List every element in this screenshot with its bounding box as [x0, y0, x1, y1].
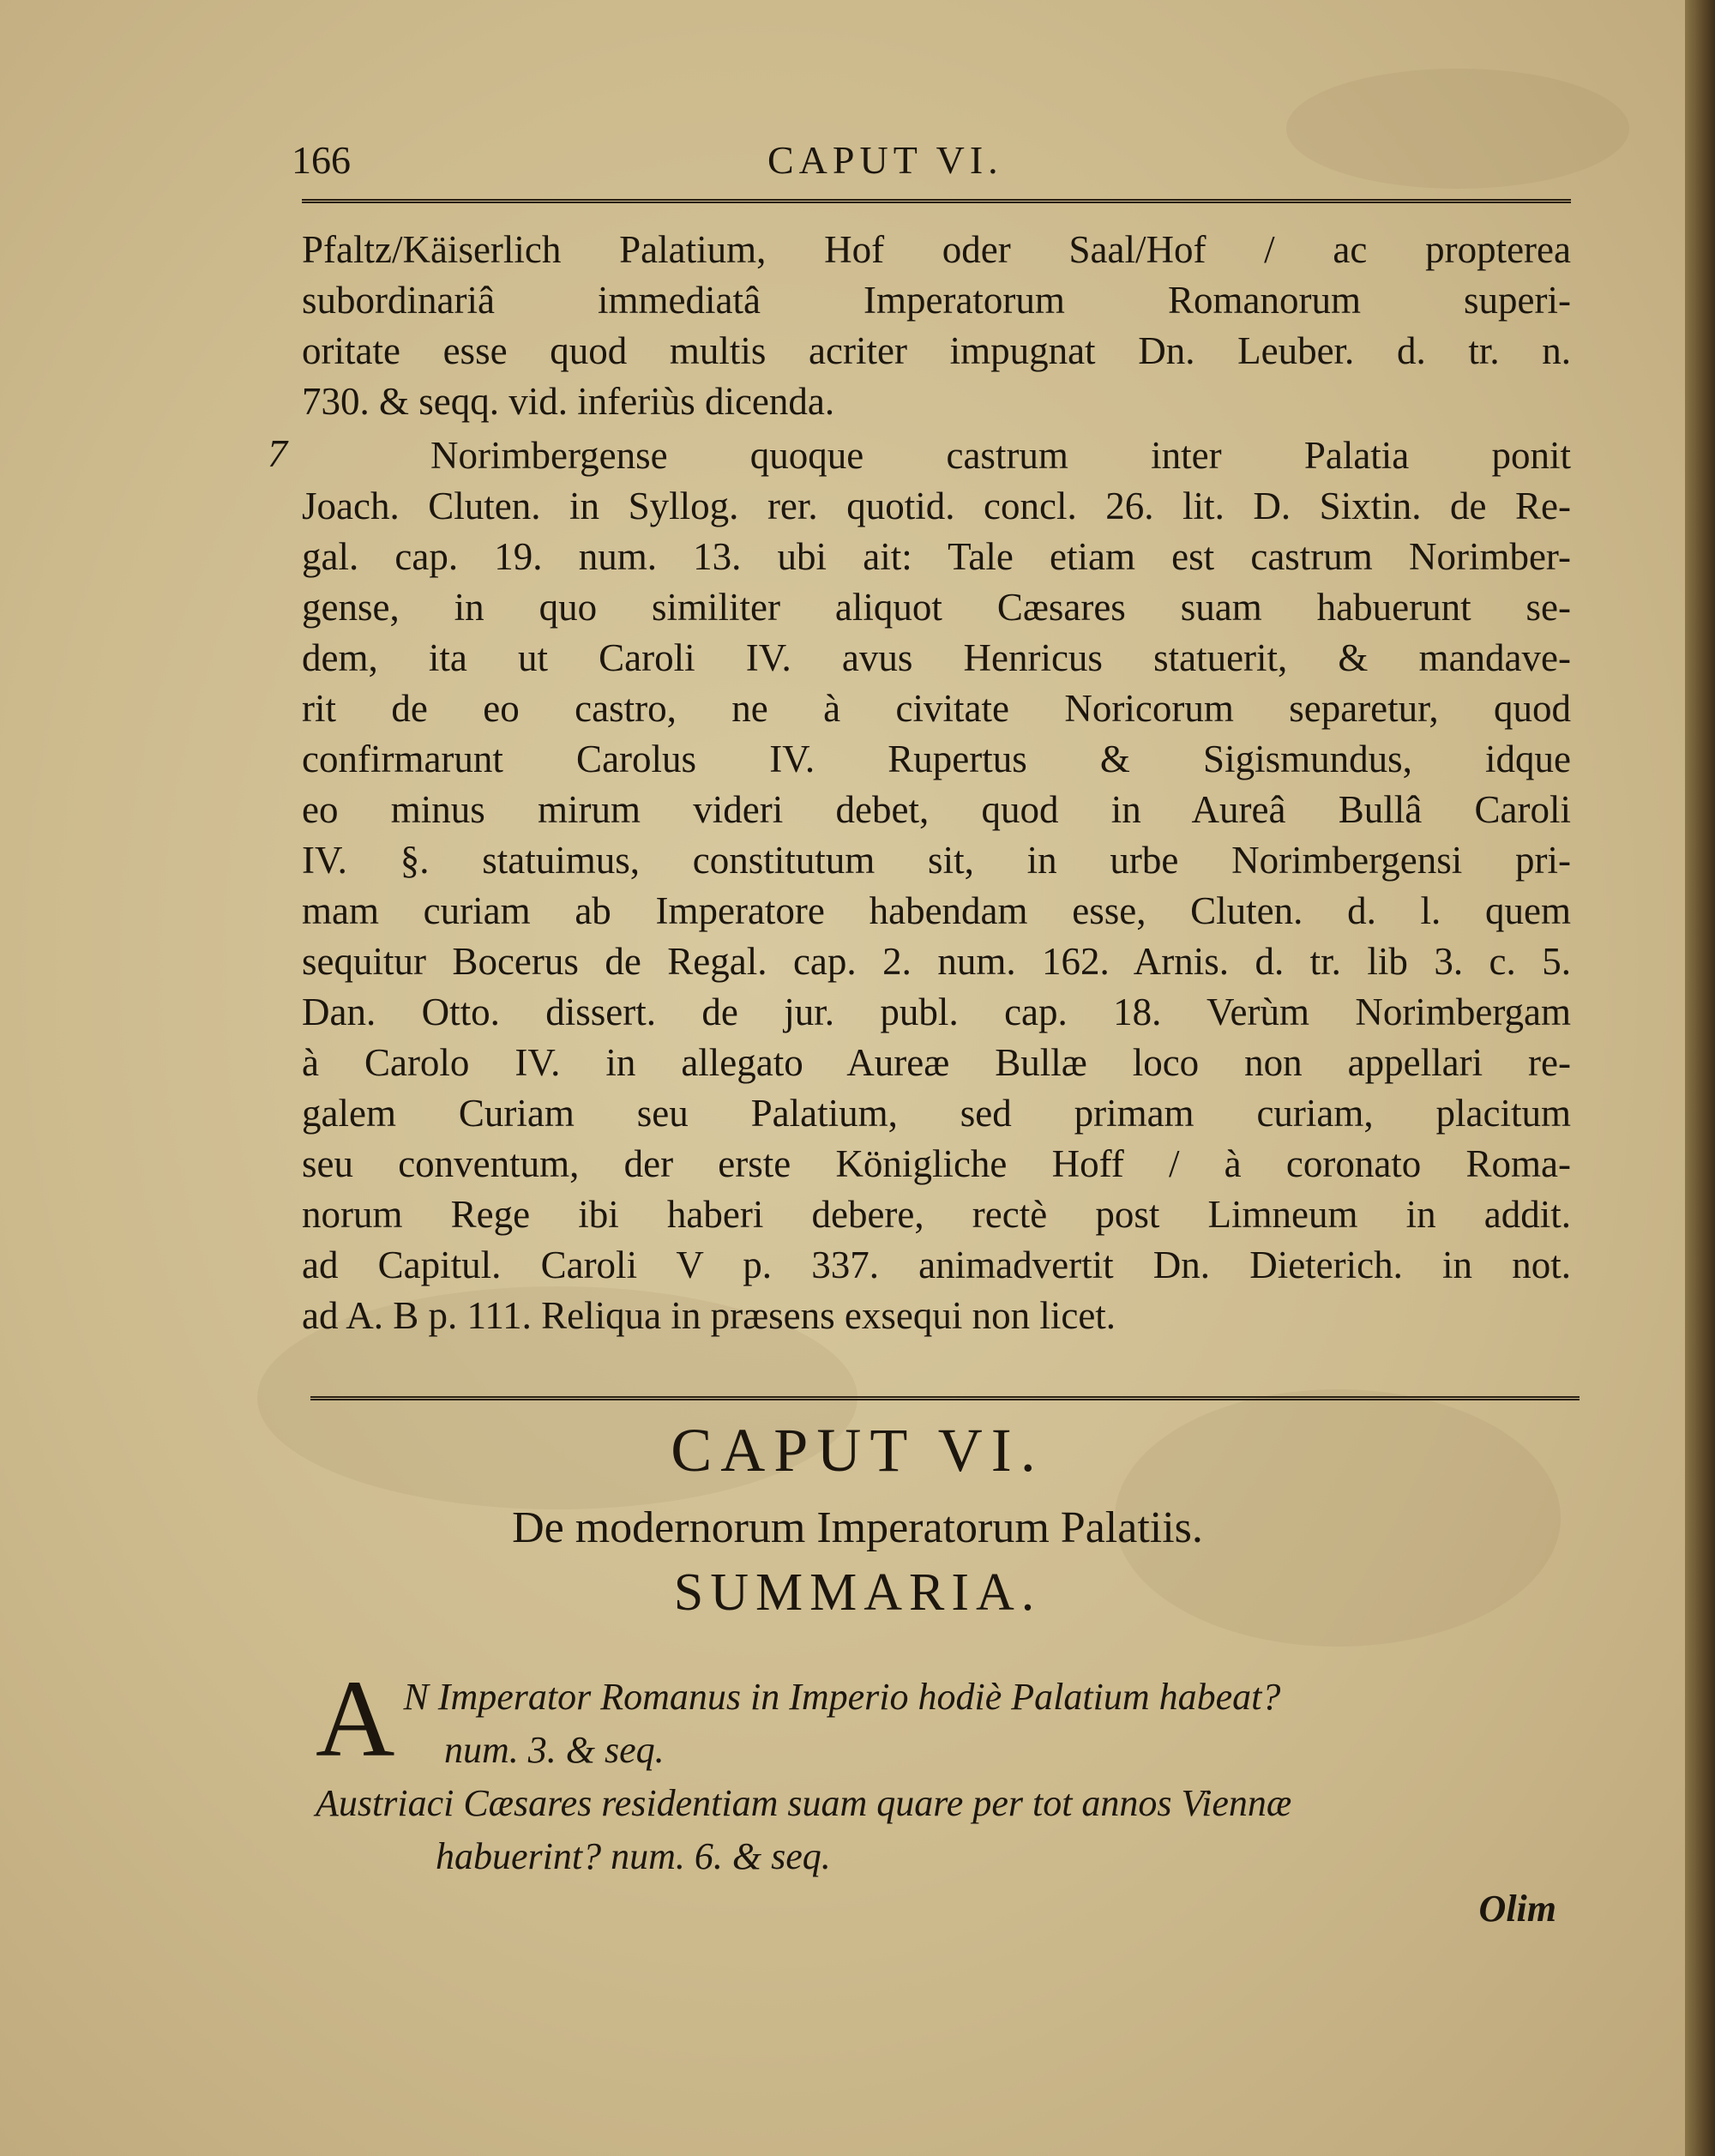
paragraph-7 — [302, 431, 1571, 1341]
text-line: gense, in quo similiter aliquot Cæsares suam habuerunt se- — [302, 586, 1571, 629]
running-head: CAPUT VI. — [767, 138, 1003, 182]
summary-item-2-ref: habuerint? num. 6. & seq. — [436, 1835, 831, 1877]
catchword: Olim — [1478, 1888, 1556, 1930]
text-line: rit de eo castro, ne à civitate Noricorum separetur, quod — [302, 687, 1571, 730]
text-line: dem, ita ut Caroli IV. avus Henricus statuerit, & mandave- — [302, 636, 1571, 679]
header-rule — [302, 199, 1571, 203]
text-line: à Carolo IV. in allegato Aureæ Bullæ loco non appellari re- — [302, 1041, 1571, 1084]
continued-text — [302, 225, 1571, 427]
chapter-title: CAPUT VI. — [671, 1416, 1044, 1485]
drop-cap: A — [316, 1658, 395, 1780]
text-line: subordinariâ immediatâ Imperatorum Romanorum superi- — [302, 279, 1571, 322]
chapter-divider-rule — [310, 1396, 1580, 1400]
summary-item-1: N Imperator Romanus in Imperio hodiè Palatium habeat? — [403, 1676, 1281, 1718]
text-line: IV. §. statuimus, constitutum sit, in urbe Norimbergensi pri- — [302, 839, 1571, 882]
paragraph-number: 7 — [268, 431, 287, 475]
text-line: Dan. Otto. dissert. de jur. publ. cap. 18. Verùm Norimbergam — [302, 991, 1571, 1033]
text-line: ad Capitul. Caroli V p. 337. animadvertit Dn. Dieterich. in not. — [302, 1244, 1571, 1286]
text-line: Joach. Cluten. in Syllog. rer. quotid. concl. 26. lit. D. Sixtin. de Re- — [302, 485, 1571, 527]
text-line: galem Curiam seu Palatium, sed primam curiam, placitum — [302, 1092, 1571, 1135]
page-edge — [1685, 0, 1715, 2156]
summaria-heading: SUMMARIA. — [673, 1563, 1042, 1622]
summary-list — [316, 1658, 1585, 1883]
summary-item-2: Austriaci Cæsares residentiam suam quare per tot annos Viennæ — [316, 1782, 1292, 1824]
page-number: 166 — [292, 138, 351, 182]
text-line: confirmarunt Carolus IV. Rupertus & Sigismundus, idque — [302, 738, 1571, 780]
chapter-subtitle: De modernorum Imperatorum Palatiis. — [512, 1503, 1203, 1552]
text-line: mam curiam ab Imperatore habendam esse, Cluten. d. l. quem — [302, 889, 1571, 932]
text-line: gal. cap. 19. num. 13. ubi ait: Tale etiam est castrum Norimber- — [302, 535, 1571, 578]
text-line: Pfaltz/Käiserlich Palatium, Hof oder Saal/Hof / ac propterea — [302, 228, 1571, 271]
text-line: oritate esse quod multis acriter impugnat Dn. Leuber. d. tr. n. — [302, 329, 1571, 372]
text-line: sequitur Bocerus de Regal. cap. 2. num. 162. Arnis. d. tr. lib 3. c. 5. — [302, 940, 1571, 983]
text-line: 730. & seqq. vid. inferiùs dicenda. — [302, 380, 835, 423]
page-header — [292, 137, 1561, 189]
summary-item-1-ref: num. 3. & seq. — [444, 1729, 665, 1771]
text-line: eo minus mirum videri debet, quod in Aureâ Bullâ Caroli — [302, 788, 1571, 831]
text-line: Norimbergense quoque castrum inter Palatia ponit — [430, 434, 1571, 477]
text-line: ad A. B p. 111. Reliqua in præsens exsequi non licet. — [302, 1294, 1116, 1337]
text-line: seu conventum, der erste Königliche Hoff / à coronato Roma- — [302, 1142, 1571, 1185]
text-line: norum Rege ibi haberi debere, rectè post Limneum in addit. — [302, 1193, 1571, 1236]
